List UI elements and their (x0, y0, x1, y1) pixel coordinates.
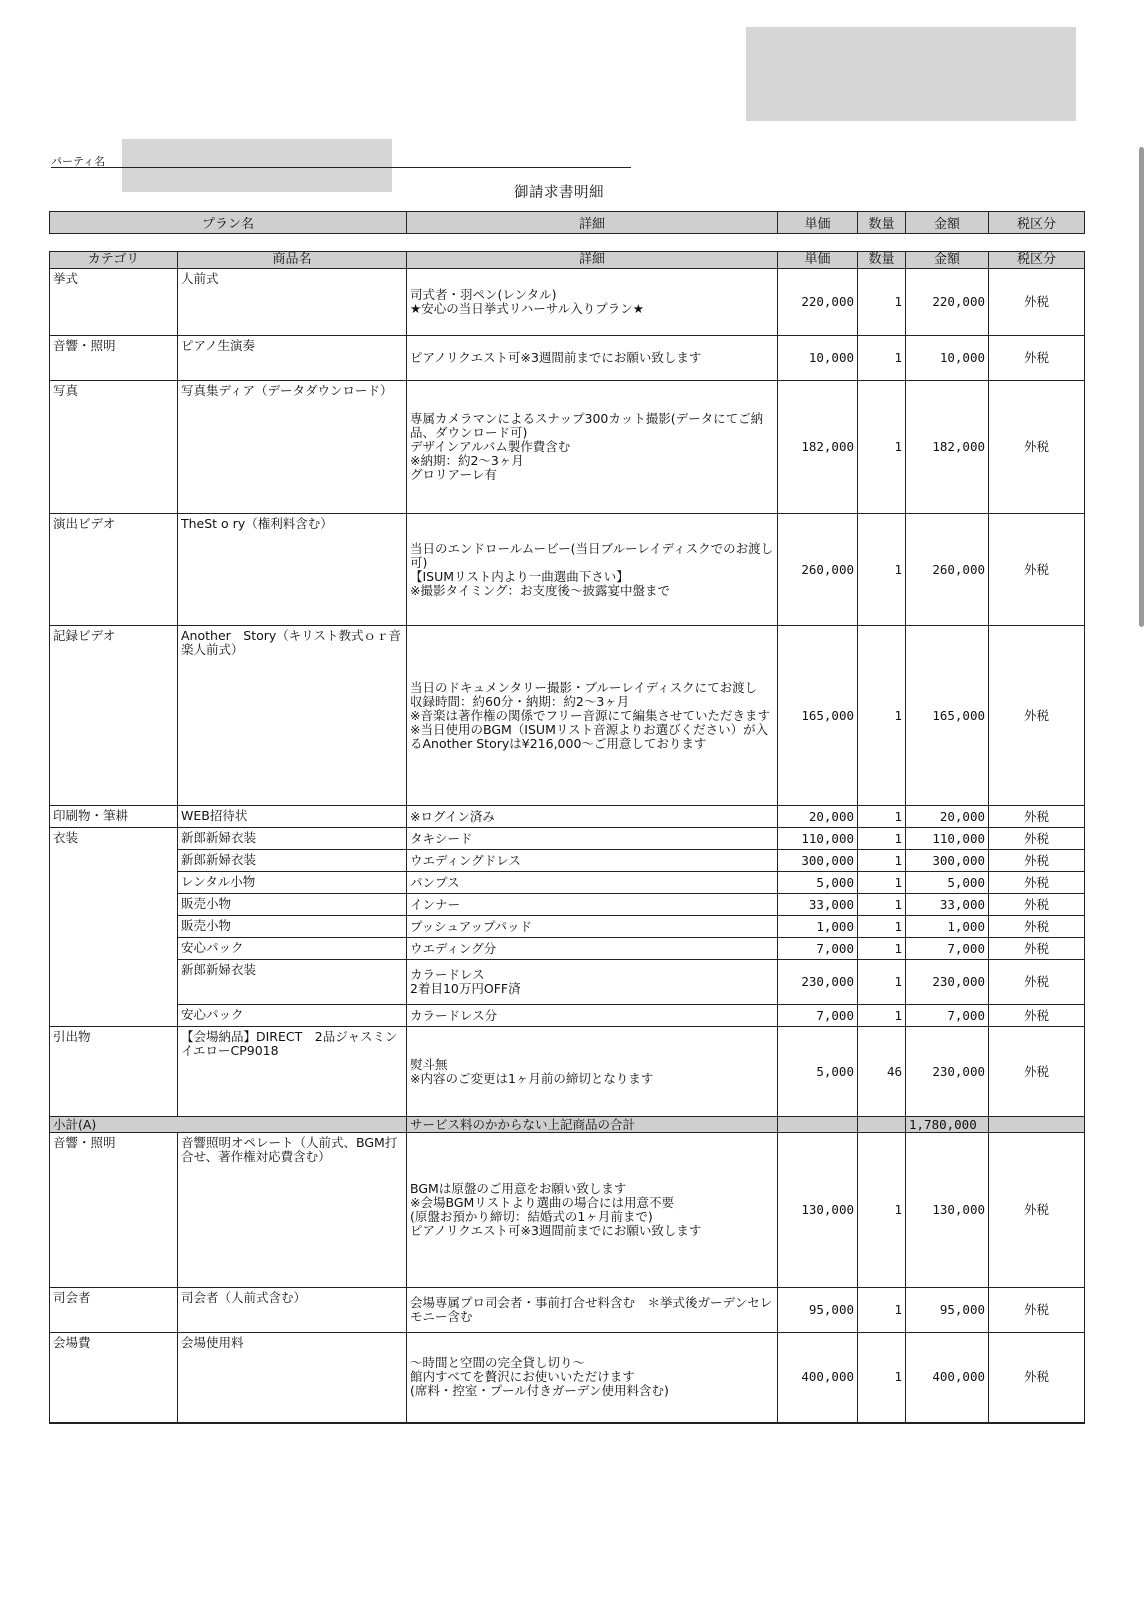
redacted-party-name (122, 139, 392, 192)
row-product: TheSt o ry（権利料含む） (178, 514, 407, 626)
table-row (50, 916, 1085, 938)
row-qty: 1 (858, 1133, 906, 1288)
plan-header-amount: 金額 (906, 212, 989, 234)
row-amount: 5,000 (906, 872, 989, 894)
row-product: 人前式 (178, 269, 407, 336)
plan-header-qty: 数量 (858, 212, 906, 234)
row-category (50, 960, 178, 1005)
row-qty: 1 (858, 960, 906, 1005)
row-tax: 外税 (989, 872, 1085, 894)
row-unit-price: 20,000 (778, 806, 858, 828)
table-row (50, 894, 1085, 916)
row-product: 販売小物 (178, 894, 407, 916)
table-row (50, 626, 1085, 806)
row-category: 演出ビデオ (50, 514, 178, 626)
row-detail: ピアノリクエスト可※3週間前までにお願い致します (407, 336, 778, 381)
row-unit-price: 10,000 (778, 336, 858, 381)
row-amount: 95,000 (906, 1288, 989, 1333)
row-unit-price: 182,000 (778, 381, 858, 514)
row-unit-price: 5,000 (778, 872, 858, 894)
row-tax: 外税 (989, 1027, 1085, 1117)
row-detail: 当日のエンドロールムービー(当日ブルーレイディスクでのお渡し可) 【ISUMリスト内より一曲選曲下さい】 ※撮影タイミング：お支度後～披露宴中盤まで (407, 514, 778, 626)
row-unit-price: 220,000 (778, 269, 858, 336)
row-category (50, 872, 178, 894)
row-tax: 外税 (989, 1133, 1085, 1288)
plan-header-detail: 詳細 (407, 212, 778, 234)
row-product: 音響照明オペレート（人前式、BGM打合せ、著作権対応費含む） (178, 1133, 407, 1288)
row-unit-price: 400,000 (778, 1333, 858, 1423)
row-amount: 400,000 (906, 1333, 989, 1423)
row-unit-price: 5,000 (778, 1027, 858, 1117)
subtotal-detail: サービス料のかからない上記商品の合計 (407, 1117, 778, 1133)
row-amount: 10,000 (906, 336, 989, 381)
table-row (50, 850, 1085, 872)
row-qty: 1 (858, 626, 906, 806)
row-product: 販売小物 (178, 916, 407, 938)
row-qty: 1 (858, 850, 906, 872)
row-category (50, 1005, 178, 1027)
row-detail: ～時間と空間の完全貸し切り～ 館内すべてを贅沢にお使いいただけます (席料・控室・プール付きガーデン使用料含む) (407, 1333, 778, 1423)
row-qty: 1 (858, 514, 906, 626)
row-amount: 230,000 (906, 960, 989, 1005)
row-category: 音響・照明 (50, 1133, 178, 1288)
row-category: 会場費 (50, 1333, 178, 1423)
row-detail: ウエディングドレス (407, 850, 778, 872)
plan-header-plan: プラン名 (50, 212, 407, 234)
scrollbar[interactable] (1139, 147, 1144, 627)
row-qty: 1 (858, 938, 906, 960)
row-category: 引出物 (50, 1027, 178, 1117)
row-amount: 165,000 (906, 626, 989, 806)
row-product: WEB招待状 (178, 806, 407, 828)
subtotal-unit-price (778, 1117, 858, 1133)
row-category: 記録ビデオ (50, 626, 178, 806)
row-category (50, 916, 178, 938)
plan-table (49, 211, 1085, 234)
invoice-detail-table (49, 251, 1085, 1424)
table-row (50, 1288, 1085, 1333)
row-tax: 外税 (989, 1005, 1085, 1027)
table-row (50, 1333, 1085, 1423)
row-category (50, 938, 178, 960)
row-amount: 33,000 (906, 894, 989, 916)
table-row (50, 806, 1085, 828)
row-tax: 外税 (989, 938, 1085, 960)
items-header-unit-price: 単価 (778, 252, 858, 269)
row-qty: 1 (858, 916, 906, 938)
row-detail: 専属カメラマンによるスナップ300カット撮影(データにてご納品、ダウンロード可) デザインアルバム製作費含む ※納期：約2～3ヶ月 グロリアーレ有 (407, 381, 778, 514)
row-product: 新郎新婦衣装 (178, 850, 407, 872)
table-row (50, 336, 1085, 381)
items-header-category: カテゴリ (50, 252, 178, 269)
row-unit-price: 95,000 (778, 1288, 858, 1333)
row-unit-price: 260,000 (778, 514, 858, 626)
row-amount: 182,000 (906, 381, 989, 514)
row-amount: 110,000 (906, 828, 989, 850)
row-product: 写真集ディア（データダウンロード） (178, 381, 407, 514)
row-detail: カラードレス 2着目10万円OFF済 (407, 960, 778, 1005)
row-product: 安心パック (178, 1005, 407, 1027)
row-amount: 260,000 (906, 514, 989, 626)
row-unit-price: 300,000 (778, 850, 858, 872)
plan-header-unit-price: 単価 (778, 212, 858, 234)
items-header-row (50, 252, 1085, 269)
row-unit-price: 130,000 (778, 1133, 858, 1288)
row-category (50, 850, 178, 872)
items-header-qty: 数量 (858, 252, 906, 269)
table-row (50, 1027, 1085, 1117)
row-category: 写真 (50, 381, 178, 514)
row-category: 挙式 (50, 269, 178, 336)
row-category: 司会者 (50, 1288, 178, 1333)
row-product: Another Story（キリスト教式ｏｒ音楽人前式） (178, 626, 407, 806)
row-unit-price: 33,000 (778, 894, 858, 916)
row-amount: 1,000 (906, 916, 989, 938)
row-amount: 7,000 (906, 1005, 989, 1027)
row-detail: カラードレス分 (407, 1005, 778, 1027)
row-category (50, 894, 178, 916)
row-unit-price: 110,000 (778, 828, 858, 850)
row-tax: 外税 (989, 514, 1085, 626)
row-detail: 司式者・羽ペン(レンタル) ★安心の当日挙式リハーサル入りプラン★ (407, 269, 778, 336)
row-product: 新郎新婦衣装 (178, 828, 407, 850)
row-category: 音響・照明 (50, 336, 178, 381)
row-amount: 300,000 (906, 850, 989, 872)
plan-header-row (50, 212, 1085, 234)
row-product: 安心パック (178, 938, 407, 960)
table-row (50, 938, 1085, 960)
row-tax: 外税 (989, 828, 1085, 850)
subtotal-tax (989, 1117, 1085, 1133)
row-qty: 1 (858, 336, 906, 381)
row-qty: 1 (858, 381, 906, 514)
row-unit-price: 1,000 (778, 916, 858, 938)
row-detail: 当日のドキュメンタリー撮影・ブルーレイディスクにてお渡し 収録時間：約60分・納期：約2～3ヶ月 ※音楽は著作権の関係でフリー音源にて編集させていただきます ※当日使用のBGM（ISUMリスト音源よりお選びください）が入るAnother Storyは¥216,000～ご用意しております (407, 626, 778, 806)
row-product: 会場使用料 (178, 1333, 407, 1423)
row-detail: BGMは原盤のご用意をお願い致します ※会場BGMリストより選曲の場合には用意不要 (原盤お預かり締切：結婚式の1ヶ月前まで) ピアノリクエスト可※3週間前までにお願い致します (407, 1133, 778, 1288)
row-amount: 7,000 (906, 938, 989, 960)
row-detail: 熨斗無 ※内容のご変更は1ヶ月前の締切となります (407, 1027, 778, 1117)
table-row (50, 381, 1085, 514)
row-qty: 1 (858, 828, 906, 850)
table-row (50, 1005, 1085, 1027)
items-header-detail: 詳細 (407, 252, 778, 269)
row-qty: 1 (858, 1005, 906, 1027)
row-qty: 1 (858, 1333, 906, 1423)
subtotal-label: 小計(A) (50, 1117, 407, 1133)
items-header-amount: 金額 (906, 252, 989, 269)
row-unit-price: 230,000 (778, 960, 858, 1005)
row-product: 新郎新婦衣装 (178, 960, 407, 1005)
row-detail: ウエディング分 (407, 938, 778, 960)
row-tax: 外税 (989, 1333, 1085, 1423)
row-tax: 外税 (989, 916, 1085, 938)
row-tax: 外税 (989, 894, 1085, 916)
row-detail: タキシード (407, 828, 778, 850)
table-row (50, 514, 1085, 626)
row-product: 【会場納品】DIRECT 2品ジャスミンイエローCP9018 (178, 1027, 407, 1117)
subtotal-row (50, 1117, 1085, 1133)
table-row (50, 960, 1085, 1005)
row-amount: 130,000 (906, 1133, 989, 1288)
row-tax: 外税 (989, 381, 1085, 514)
row-tax: 外税 (989, 336, 1085, 381)
row-amount: 230,000 (906, 1027, 989, 1117)
row-tax: 外税 (989, 1288, 1085, 1333)
party-name-label: パーティ名 (51, 155, 106, 168)
row-qty: 1 (858, 1288, 906, 1333)
row-tax: 外税 (989, 960, 1085, 1005)
row-detail: ※ログイン済み (407, 806, 778, 828)
row-product: 司会者（人前式含む） (178, 1288, 407, 1333)
row-qty: 1 (858, 894, 906, 916)
row-category: 印刷物・筆耕 (50, 806, 178, 828)
row-tax: 外税 (989, 626, 1085, 806)
subtotal-qty (858, 1117, 906, 1133)
items-header-product: 商品名 (178, 252, 407, 269)
row-amount: 20,000 (906, 806, 989, 828)
row-detail: 会場専属プロ司会者・事前打合せ料含む ＊挙式後ガーデンセレモニー含む (407, 1288, 778, 1333)
party-name-underline (51, 167, 631, 168)
row-amount: 220,000 (906, 269, 989, 336)
subtotal-amount: 1,780,000 (906, 1117, 989, 1133)
row-unit-price: 7,000 (778, 1005, 858, 1027)
row-unit-price: 7,000 (778, 938, 858, 960)
row-qty: 46 (858, 1027, 906, 1117)
redacted-block (746, 27, 1076, 121)
row-detail: インナー (407, 894, 778, 916)
row-product: ピアノ生演奏 (178, 336, 407, 381)
row-detail: プッシュアップパッド (407, 916, 778, 938)
table-row (50, 269, 1085, 336)
table-row (50, 872, 1085, 894)
row-unit-price: 165,000 (778, 626, 858, 806)
table-row (50, 828, 1085, 850)
row-category: 衣装 (50, 828, 178, 850)
row-detail: パンプス (407, 872, 778, 894)
row-tax: 外税 (989, 850, 1085, 872)
row-product: レンタル小物 (178, 872, 407, 894)
items-header-tax: 税区分 (989, 252, 1085, 269)
row-qty: 1 (858, 872, 906, 894)
row-tax: 外税 (989, 806, 1085, 828)
plan-header-tax: 税区分 (989, 212, 1085, 234)
document-title: 御請求書明細 (514, 185, 604, 201)
row-qty: 1 (858, 806, 906, 828)
row-qty: 1 (858, 269, 906, 336)
table-row (50, 1133, 1085, 1288)
row-tax: 外税 (989, 269, 1085, 336)
